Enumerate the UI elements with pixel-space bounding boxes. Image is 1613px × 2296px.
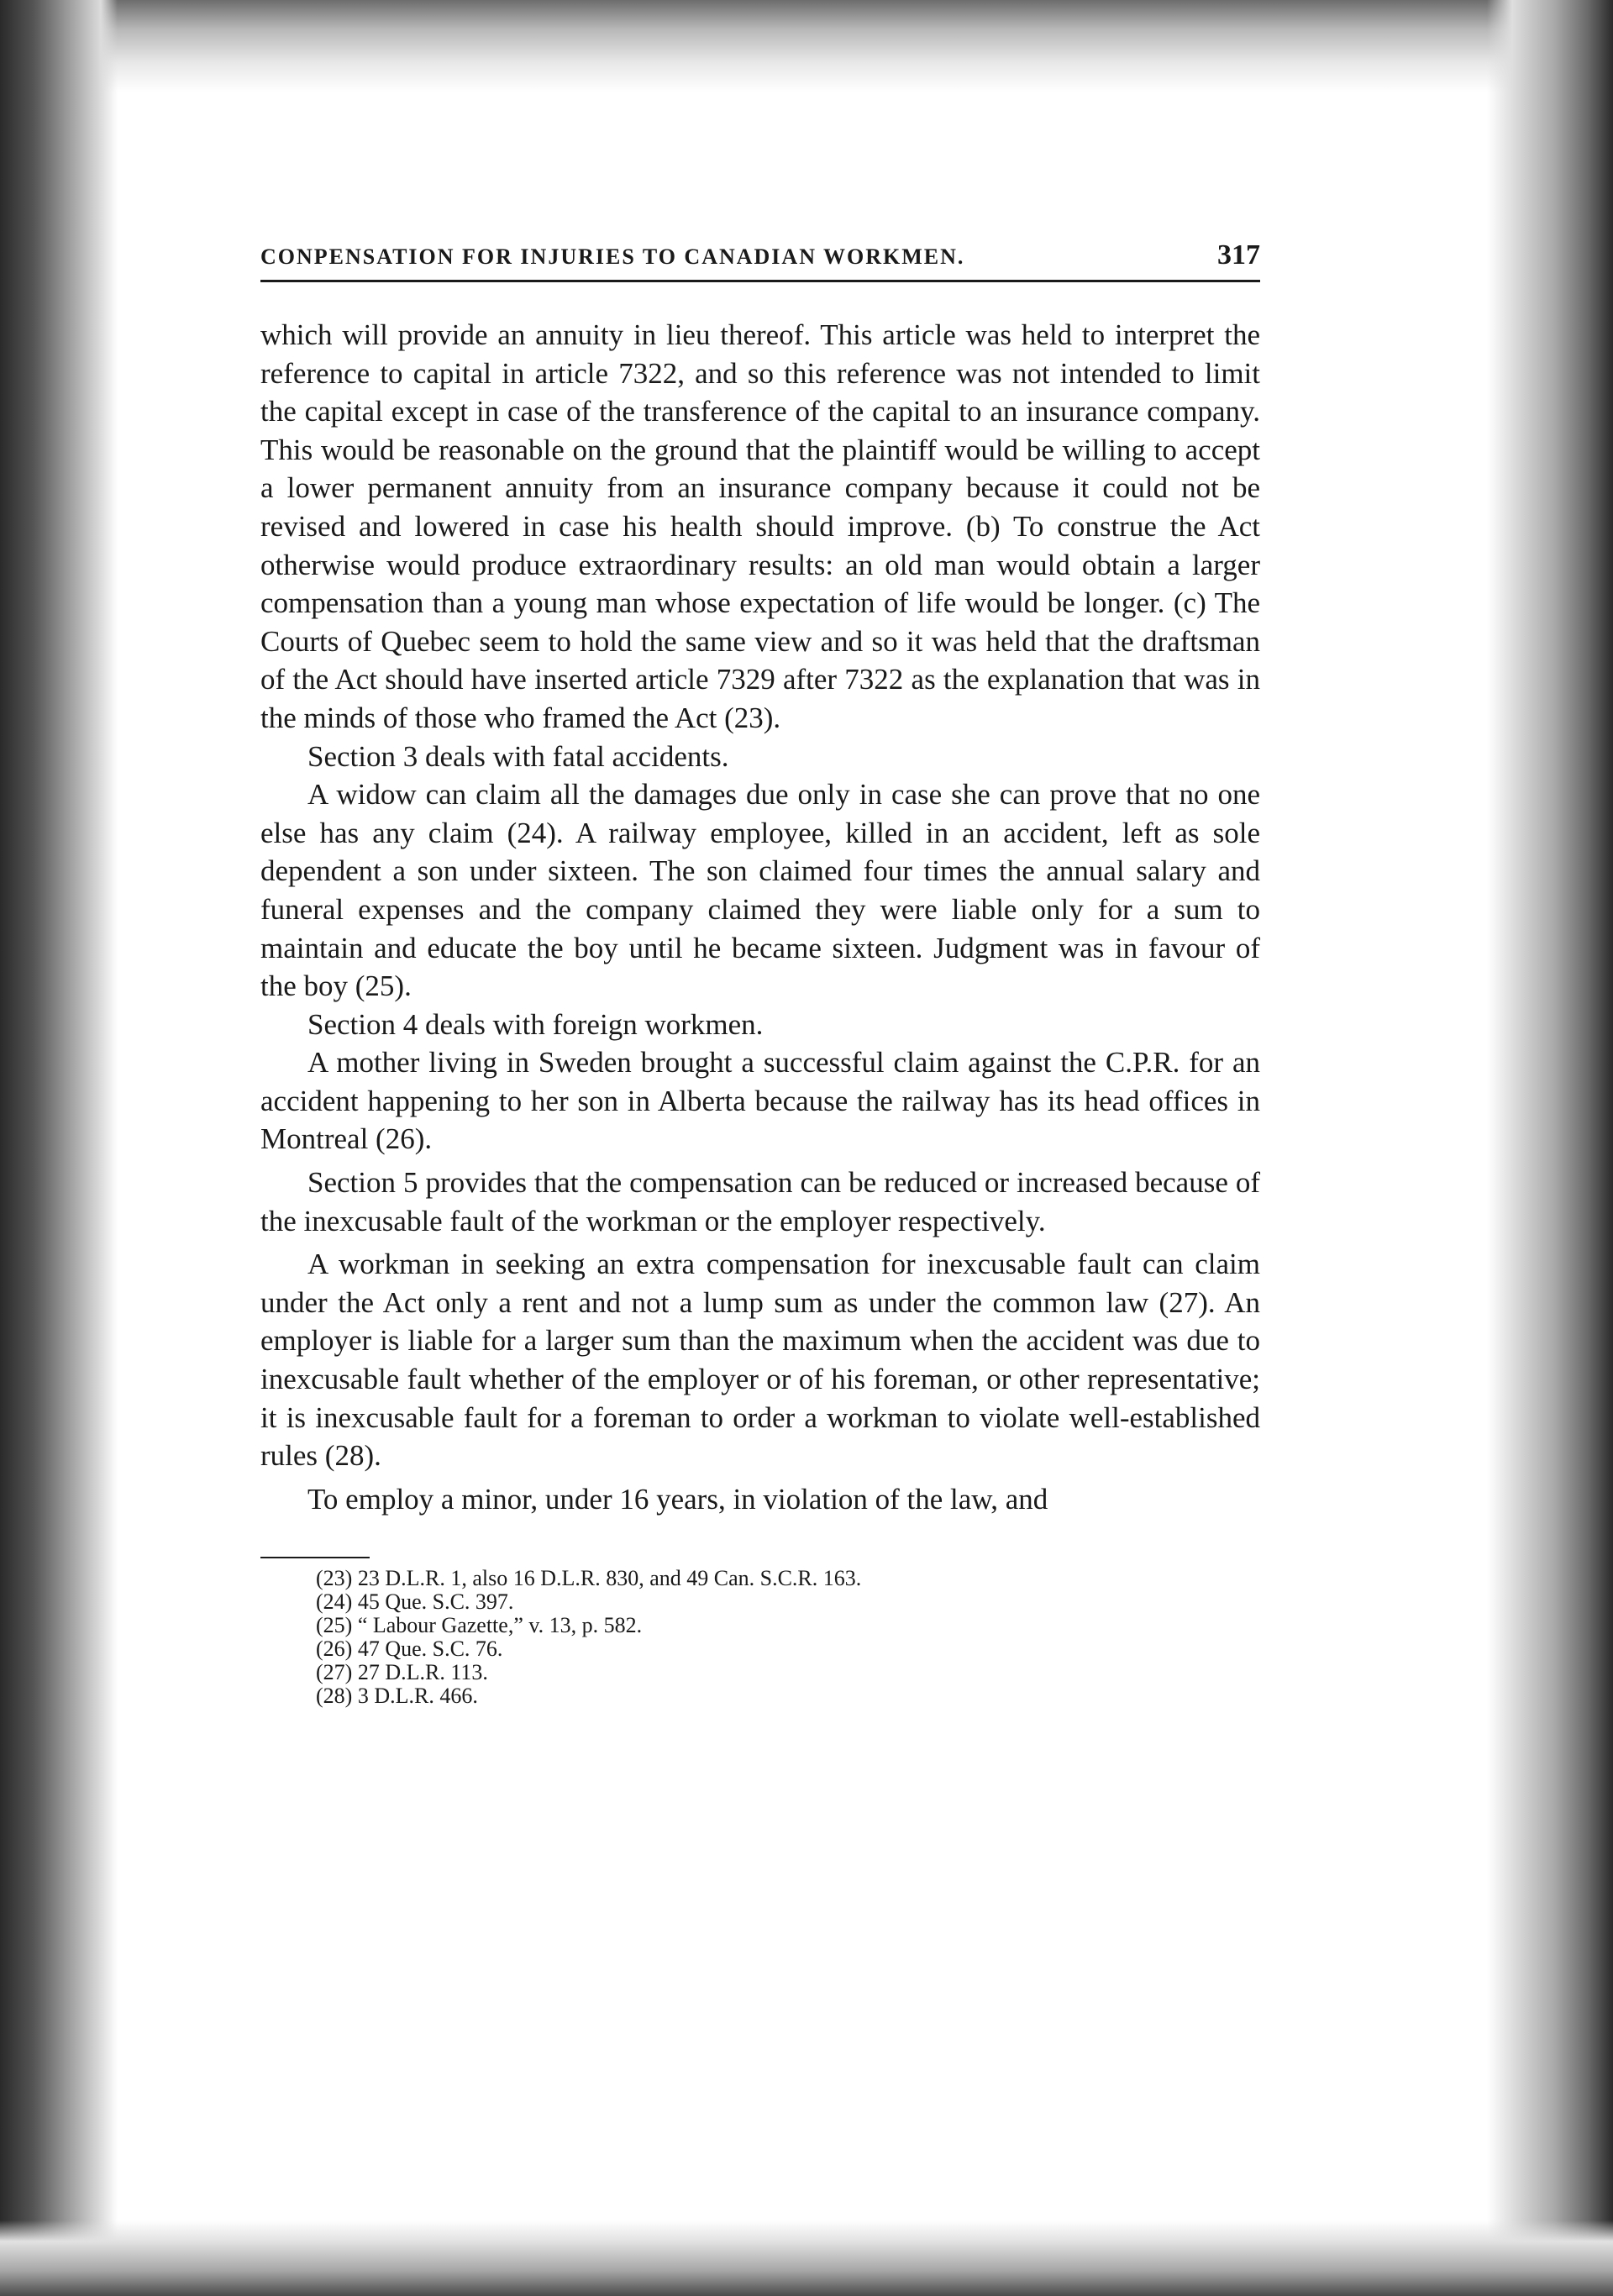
footnote: (28) 3 D.L.R. 466. — [316, 1684, 478, 1709]
footnote-rule — [260, 1557, 370, 1558]
paragraph: A widow can claim all the damages due only in case she can prove that no one else has any claim (24). A railway employee, killed in an accident, left as sole dependent a son under sixteen. The son claimed four times the annual salary and funeral expenses and the company claimed they were liable only for a sum to maintain and educate the boy until he became sixteen. Judgment was in favour of the boy (25). — [260, 778, 1260, 1003]
footnote: (27) 27 D.L.R. 113. — [316, 1660, 488, 1685]
paragraph: To employ a minor, under 16 years, in violation of the law, and — [307, 1482, 1048, 1516]
paragraph: Section 3 deals with fatal accidents. — [307, 739, 729, 773]
paragraph: A mother living in Sweden brought a successful claim against the C.P.R. for an accident happening to her son in Alberta because the railway has its head offices in Montreal (26). — [260, 1046, 1260, 1156]
footnote: (26) 47 Que. S.C. 76. — [316, 1637, 503, 1662]
running-head-title: CONPENSATION FOR INJURIES TO CANADIAN WORKMEN. — [260, 244, 965, 269]
scan-shadow-left — [0, 0, 118, 2296]
scan-shadow-bottom — [0, 2220, 1613, 2296]
paragraph: Section 4 deals with foreign workmen. — [307, 1007, 764, 1041]
footnotes — [316, 1567, 1260, 1708]
scan-shadow-right — [1487, 0, 1613, 2296]
paragraph: A workman in seeking an extra compensation for inexcusable fault can claim under the Act only a rent and not a lump sum as under the common law (27). An employer is liable for a larger sum than the maximum when the accident was due to inexcusable fault whether of the employer or of his foreman, or other representative; it is inexcusable fault for a foreman to order a workman to violate well-established rules (28). — [260, 1248, 1260, 1473]
paragraph: which will provide an annuity in lieu thereof. This article was held to interpret the reference to capital in article 7322, and so this reference was not intended to limit the capital except in case of the transference of the capital to an insurance company. This would be reasonable on the ground that the plaintiff would be willing to accept a lower permanent annuity from an insurance company because it could not be revised and lowered in case his health should improve. (b) To construe the Act otherwise would produce extraordinary results: an old man would obtain a larger compensation than a young man whose expectation of life would be longer. (c) The Courts of Quebec seem to hold the same view and so it was held that the draftsman of the Act should have inserted article 7329 after 7322 as the explanation that was in the minds of those who framed the Act (23). — [260, 318, 1260, 734]
running-head — [260, 239, 1260, 282]
body-text — [260, 316, 1260, 1518]
footnote: (24) 45 Que. S.C. 397. — [316, 1589, 514, 1615]
book-page — [260, 239, 1260, 1708]
footnote: (23) 23 D.L.R. 1, also 16 D.L.R. 830, and 49 Can. S.C.R. 163. — [316, 1566, 862, 1591]
footnote: (25) “ Labour Gazette,” v. 13, p. 582. — [316, 1613, 643, 1638]
page-number: 317 — [1217, 239, 1260, 271]
scan-shadow-top — [0, 0, 1613, 92]
paragraph: Section 5 provides that the compensation can be reduced or increased because of the inexcusable fault of the workman or the employer respectively. — [260, 1166, 1260, 1237]
